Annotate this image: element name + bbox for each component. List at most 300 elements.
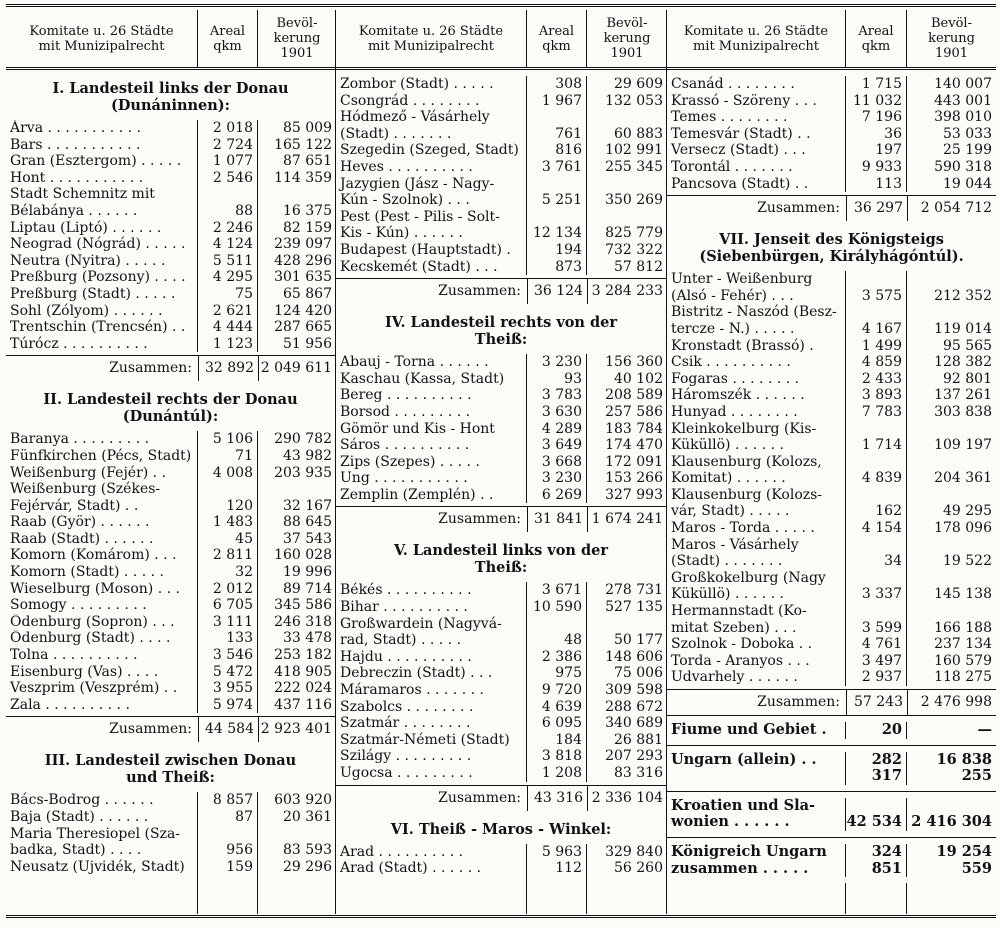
region-name: Stadt Schemnitz mit Bélabánya . . . . . . — [6, 186, 198, 219]
table-row — [667, 142, 996, 159]
region-name: Eisenburg (Vas) . . . . — [6, 664, 198, 681]
area-value: 3 599 — [846, 603, 907, 636]
subtotal-population: 2 476 998 — [907, 690, 996, 715]
table-row — [6, 431, 335, 448]
population-value: 165 122 — [274, 136, 332, 153]
region-name: Wieselburg (Moson) . . . — [6, 581, 198, 598]
population-value: 257 586 — [605, 403, 663, 420]
area-value: 4 167 — [846, 304, 907, 337]
region-name: Csanád . . . . . . . . — [667, 76, 846, 93]
region-name: Kecskemét (Stadt) . . . — [336, 259, 527, 276]
region-name: Zemplin (Zemplén) . . — [336, 487, 527, 504]
region-name: Weißenburg (Fejér) . . — [6, 465, 198, 482]
population-value: 428 296 — [274, 252, 332, 269]
summary-row — [667, 715, 996, 745]
population-value: 145 138 — [934, 586, 992, 603]
area-value: 120 — [198, 481, 258, 514]
table-row — [6, 236, 335, 253]
region-name: Udvarhely . . . . . . — [667, 669, 846, 686]
area-value: 761 — [527, 109, 587, 142]
summary-area: 324 851 — [846, 844, 907, 877]
population-value: 160 579 — [934, 652, 992, 669]
area-value: 7 783 — [846, 404, 907, 421]
area-value: 6 095 — [527, 715, 587, 732]
region-name: Zips (Szepes) . . . . . — [336, 454, 527, 471]
region-name: Abauj - Torna . . . . . . — [336, 354, 527, 371]
subtotal-area: 31 841 — [527, 507, 587, 532]
table-row — [667, 76, 996, 93]
area-value: 162 — [846, 487, 907, 520]
area-value: 6 269 — [527, 487, 587, 504]
area-value: 308 — [527, 76, 587, 93]
summary-population: 2 416 304 — [911, 813, 992, 831]
region-name: Trentschin (Trencsén) . . — [6, 319, 198, 336]
region-name: Maros - Torda . . . . . — [667, 520, 846, 537]
population-value: 160 028 — [274, 547, 332, 564]
area-value: 194 — [527, 242, 587, 259]
subtotal-label: Zusammen: — [438, 283, 521, 300]
region-name: Szabolcs . . . . . . . . — [336, 699, 527, 716]
population-value: 303 838 — [934, 403, 992, 420]
table-row — [6, 531, 335, 548]
population-value: 183 784 — [605, 420, 663, 437]
table-row — [336, 421, 666, 438]
region-name: Liptau (Liptó) . . . . . . — [6, 220, 198, 237]
population-value: 25 199 — [943, 142, 992, 159]
population-value: 128 382 — [934, 354, 992, 371]
population-value: 222 024 — [274, 680, 332, 697]
subtotal-population: 2 923 401 — [258, 717, 336, 742]
region-name: Jazygien (Jász - Nagy- Kún - Szolnok) . . . — [336, 176, 527, 209]
subtotal-row — [336, 506, 666, 532]
population-value: 53 033 — [943, 125, 992, 142]
population-value: 51 956 — [283, 335, 332, 352]
area-value: 2 811 — [198, 547, 258, 564]
population-value: 43 982 — [283, 447, 332, 464]
population-value: 603 920 — [274, 792, 332, 809]
table-row — [336, 387, 666, 404]
population-value: 29 296 — [283, 858, 332, 875]
region-name: Preßburg (Stadt) . . . . . — [6, 286, 198, 303]
region-name: Sohl (Zólyom) . . . . . . — [6, 303, 198, 320]
region-name: Raab (Györ) . . . . . . — [6, 514, 198, 531]
region-name: Unter - Weißenburg (Alsó - Fehér) . . . — [667, 271, 846, 304]
area-value: 4 154 — [846, 520, 907, 537]
population-value: 119 014 — [934, 320, 992, 337]
population-value: 56 260 — [614, 860, 663, 877]
population-value: 208 589 — [605, 387, 663, 404]
region-name: Bihar . . . . . . . . . . — [336, 599, 527, 616]
region-name: Kleinkokelburg (Kis- Küküllö) . . . . . . — [667, 421, 846, 454]
table-column-1 — [6, 10, 336, 914]
population-value: 178 096 — [934, 520, 992, 537]
filler-cell — [527, 877, 587, 914]
table-row — [336, 844, 666, 861]
population-value: 118 275 — [934, 669, 992, 686]
table-row — [336, 599, 666, 616]
table-row — [667, 93, 996, 110]
column-filler — [336, 877, 666, 914]
table-row — [336, 715, 666, 732]
subtotal-area: 57 243 — [846, 690, 907, 715]
region-name: Túrócz . . . . . . . . . . — [6, 336, 198, 353]
summary-label: Kroatien und Sla- wonien . . . . . . — [667, 798, 846, 831]
table-row — [336, 649, 666, 666]
region-name: Weißenburg (Székes- Fejérvár, Stadt) . . — [6, 481, 198, 514]
area-value: 159 — [198, 859, 258, 876]
subtotal-population: 2 049 611 — [258, 356, 336, 381]
area-value: 2 724 — [198, 137, 258, 154]
region-name: Arad (Stadt) . . . . . . — [336, 860, 527, 877]
region-name: Ugocsa . . . . . . . . . — [336, 765, 527, 782]
region-name: Klausenburg (Kolozs- vár, Stadt) . . . . . — [667, 487, 846, 520]
summary-label: Königreich Ungarn zusammen . . . . . — [667, 844, 846, 877]
area-value: 3 111 — [198, 614, 258, 631]
table-row — [336, 209, 666, 242]
column-body — [336, 70, 666, 914]
area-value: 5 974 — [198, 697, 258, 714]
table-row — [6, 564, 335, 581]
population-value: 26 881 — [614, 731, 663, 748]
table-row — [6, 547, 335, 564]
section-heading: I. Landesteil links der Donau (Dunáninnen): — [52, 80, 289, 114]
table-row — [336, 682, 666, 699]
population-value: 345 586 — [274, 597, 332, 614]
subtotal-row — [336, 278, 666, 304]
region-name: Neusatz (Ujvidék, Stadt) — [6, 859, 198, 876]
summary-row — [667, 791, 996, 837]
area-value: 5 251 — [527, 176, 587, 209]
table-row — [667, 421, 996, 454]
area-value: 184 — [527, 732, 587, 749]
table-row — [6, 809, 335, 826]
area-value: 1 208 — [527, 765, 587, 782]
column-filler — [6, 875, 335, 914]
area-value: 4 859 — [846, 354, 907, 371]
table-row — [667, 371, 996, 388]
region-name: Bistritz - Naszód (Besz- tercze - N.) . . . . . — [667, 304, 846, 337]
area-value: 45 — [198, 531, 258, 548]
area-value: 1 715 — [846, 76, 907, 93]
population-value: 309 598 — [605, 682, 663, 699]
column-filler — [667, 883, 996, 914]
area-value: 3 575 — [846, 271, 907, 304]
header-area-cell: Areal qkm — [198, 10, 258, 67]
table-column-3 — [667, 10, 996, 914]
region-name: Ödenburg (Sopron) . . . — [6, 614, 198, 631]
population-value: 92 801 — [943, 370, 992, 387]
population-value: 83 316 — [614, 765, 663, 781]
table-row — [336, 699, 666, 716]
area-value: 4 761 — [846, 636, 907, 653]
table-row — [336, 732, 666, 749]
area-value: 4 639 — [527, 699, 587, 716]
region-name: Borsod . . . . . . . . . — [336, 404, 527, 421]
area-value: 93 — [527, 371, 587, 388]
population-value: 87 651 — [283, 153, 332, 170]
table-row — [336, 93, 666, 110]
table-row — [336, 437, 666, 454]
region-name: Szegedin (Szeged, Stadt) — [336, 142, 527, 159]
bottom-double-rule — [6, 915, 996, 918]
population-value: 301 635 — [274, 269, 332, 286]
table-row — [6, 697, 335, 714]
population-value: 40 102 — [614, 370, 663, 387]
population-value: 418 905 — [274, 663, 332, 680]
region-name: Szolnok - Doboka . . — [667, 636, 846, 653]
area-value: 873 — [527, 259, 587, 276]
population-value: 278 731 — [605, 582, 663, 599]
area-value: 32 — [198, 564, 258, 581]
area-value: 3 649 — [527, 437, 587, 454]
subtotal-row — [6, 355, 335, 381]
region-name: Torda - Aranyos . . . — [667, 653, 846, 670]
subtotal-label: Zusammen: — [438, 511, 521, 528]
table-row — [6, 680, 335, 697]
area-value: 1 714 — [846, 421, 907, 454]
population-value: 29 609 — [614, 76, 663, 92]
area-value: 113 — [846, 176, 907, 193]
region-name: Klausenburg (Kolozs, Komitat) . . . . . . — [667, 454, 846, 487]
table-row — [6, 597, 335, 614]
filler-cell — [907, 883, 996, 914]
region-name: Tolna . . . . . . . . . . — [6, 647, 198, 664]
filler-cell — [336, 877, 527, 914]
header-area-cell: Areal qkm — [846, 10, 907, 67]
region-name: Baja (Stadt) . . . . . . — [6, 809, 198, 826]
area-value: 4 289 — [527, 421, 587, 438]
population-value: 19 996 — [283, 564, 332, 581]
population-value: 443 001 — [934, 92, 992, 109]
region-name: Kaschau (Kassa, Stadt) — [336, 371, 527, 388]
table-row — [336, 159, 666, 176]
region-name: Ung . . . . . . . . . . . — [336, 470, 527, 487]
area-value: 1 483 — [198, 514, 258, 531]
table-row — [667, 176, 996, 193]
area-value: 1 123 — [198, 336, 258, 353]
population-value: 212 352 — [934, 287, 992, 304]
population-value: 137 261 — [934, 387, 992, 404]
area-value: 5 511 — [198, 253, 258, 270]
summary-area: 282 317 — [846, 752, 907, 785]
population-value: 350 269 — [605, 192, 663, 209]
population-value: 85 009 — [283, 120, 332, 136]
section-heading: III. Landesteil zwischen Donau und Theiß: — [44, 752, 297, 787]
table-row — [6, 465, 335, 482]
region-name: Máramaros . . . . . . . — [336, 682, 527, 699]
area-value: 3 671 — [527, 582, 587, 599]
area-value: 3 893 — [846, 387, 907, 404]
population-value: 132 053 — [605, 92, 663, 109]
population-value: 329 840 — [605, 843, 663, 860]
table-column-2 — [336, 10, 667, 914]
region-name: Háromszék . . . . . . — [667, 387, 846, 404]
region-name: Raab (Stadt) . . . . . . — [6, 531, 198, 548]
area-value: 8 857 — [198, 792, 258, 809]
area-value: 2 012 — [198, 581, 258, 598]
region-name: Debreczin (Stadt) . . . — [336, 665, 527, 682]
population-value: 287 665 — [274, 319, 332, 336]
subtotal-label: Zusammen: — [757, 200, 840, 217]
filler-cell — [846, 883, 907, 914]
table-row — [6, 303, 335, 320]
region-name: Torontál . . . . . . . — [667, 159, 846, 176]
subtotal-area: 43 316 — [527, 786, 587, 811]
area-value: 2 546 — [198, 170, 258, 187]
table-row — [336, 748, 666, 765]
population-value: 19 044 — [943, 175, 992, 192]
population-value: 590 318 — [934, 158, 992, 175]
summary-population: — — [977, 721, 992, 738]
table-row — [336, 582, 666, 599]
table-row — [6, 647, 335, 664]
area-value: 4 295 — [198, 269, 258, 286]
population-value: 88 645 — [283, 514, 332, 531]
subtotal-area: 44 584 — [198, 717, 258, 742]
region-name: Szilágy . . . . . . . . . — [336, 748, 527, 765]
section-heading: II. Landesteil rechts der Donau (Dunántúl): — [43, 391, 298, 426]
region-name: Zala . . . . . . . . . . — [6, 697, 198, 714]
table-row — [667, 570, 996, 603]
region-name: Preßburg (Pozsony) . . . . — [6, 269, 198, 286]
population-value: 95 565 — [943, 337, 992, 354]
region-name: Hajdu . . . . . . . . . . — [336, 649, 527, 666]
area-value: 4 444 — [198, 319, 258, 336]
population-value: 16 375 — [283, 202, 332, 219]
population-value: 32 167 — [283, 497, 332, 514]
table-row — [336, 109, 666, 142]
region-name: Gran (Esztergom) . . . . . — [6, 153, 198, 170]
table-row — [667, 537, 996, 570]
area-value: 197 — [846, 142, 907, 159]
table-row — [667, 404, 996, 421]
table-row — [336, 371, 666, 388]
section-heading: VII. Jenseit des Königsteigs (Siebenbürgen, Királyhágóntúl). — [699, 231, 964, 266]
area-value: 4 839 — [846, 454, 907, 487]
region-name: Temesvár (Stadt) . . — [667, 126, 846, 143]
region-name: Fünfkirchen (Pécs, Stadt) — [6, 448, 198, 465]
region-name: Szatmár . . . . . . . . — [336, 715, 527, 732]
table-row — [6, 826, 335, 859]
area-value: 2 621 — [198, 303, 258, 320]
region-name: Neutra (Nyitra) . . . . . — [6, 253, 198, 270]
summary-label: Fiume und Gebiet . — [667, 722, 846, 739]
area-value: 2 018 — [198, 120, 258, 137]
subtotal-population: 2 336 104 — [587, 786, 667, 811]
table-row — [667, 487, 996, 520]
table-row — [667, 669, 996, 686]
population-value: 340 689 — [605, 715, 663, 732]
area-value: 87 — [198, 809, 258, 826]
summary-row — [667, 745, 996, 791]
area-value: 975 — [527, 665, 587, 682]
area-value: 2 386 — [527, 649, 587, 666]
table-row — [667, 159, 996, 176]
population-value: 166 188 — [934, 619, 992, 636]
region-name: Bereg . . . . . . . . . . — [336, 387, 527, 404]
summary-row — [667, 837, 996, 883]
region-name: Versecz (Stadt) . . . — [667, 142, 846, 159]
table-row — [6, 664, 335, 681]
table-row — [336, 76, 666, 93]
population-value: 60 883 — [614, 125, 663, 142]
area-value: 12 134 — [527, 209, 587, 242]
column-header — [667, 10, 996, 70]
table-row — [6, 630, 335, 647]
table-row — [6, 336, 335, 353]
header-population-cell: Bevöl- kerung 1901 — [603, 16, 651, 61]
header-population-cell: Bevöl- kerung 1901 — [928, 16, 975, 61]
filler-cell — [6, 875, 198, 914]
region-name: Budapest (Hauptstadt) . — [336, 242, 527, 259]
region-name: Neograd (Nógrád) . . . . . — [6, 236, 198, 253]
column-body — [667, 70, 996, 914]
table-row — [667, 520, 996, 537]
subtotal-label: Zusammen: — [757, 694, 840, 710]
region-name: Heves . . . . . . . . . . — [336, 159, 527, 176]
region-name: Hunyad . . . . . . . . — [667, 404, 846, 421]
filler-cell — [198, 875, 258, 914]
subtotal-population: 1 674 241 — [587, 507, 667, 532]
population-value: 102 991 — [605, 142, 663, 159]
area-value: 3 668 — [527, 454, 587, 471]
table-row — [667, 603, 996, 636]
region-name: Szatmár-Németi (Stadt) — [336, 732, 527, 749]
region-name: Großwardein (Nagyvá- rad, Stadt) . . . . . — [336, 616, 527, 649]
region-name: Pancsova (Stadt) . . — [667, 176, 846, 193]
table-row — [6, 481, 335, 514]
table-row — [336, 616, 666, 649]
region-name: Csik . . . . . . . . . . — [667, 354, 846, 371]
table-row — [6, 286, 335, 303]
subtotal-row — [667, 195, 996, 221]
area-value: 5 963 — [527, 844, 587, 861]
area-value: 3 497 — [846, 653, 907, 670]
region-name: Arad . . . . . . . . . . — [336, 844, 527, 861]
population-value: 732 322 — [605, 241, 663, 258]
table-row — [336, 142, 666, 159]
table-row — [336, 665, 666, 682]
area-value: 1 077 — [198, 153, 258, 170]
region-name: Maria Theresiopel (Sza- badka, Stadt) . . . . — [6, 826, 198, 859]
area-value: 4 008 — [198, 465, 258, 482]
filler-cell — [667, 883, 846, 914]
table-row — [336, 242, 666, 259]
subtotal-area: 36 297 — [846, 196, 907, 221]
population-value: 246 318 — [274, 613, 332, 630]
area-value: 34 — [846, 537, 907, 570]
header-name-cell: Komitate u. 26 Städte mit Munizipalrecht — [667, 10, 846, 67]
table-row — [336, 404, 666, 421]
table-row — [6, 581, 335, 598]
subtotal-population: 3 284 233 — [587, 279, 667, 304]
region-name: Gömör und Kis - Hont — [336, 421, 527, 438]
area-value: 7 196 — [846, 109, 907, 126]
area-value: 956 — [198, 826, 258, 859]
population-value: 174 470 — [605, 437, 663, 454]
summary-area: 20 — [846, 722, 907, 739]
table-row — [6, 514, 335, 531]
area-value: 4 124 — [198, 236, 258, 253]
table-row — [667, 636, 996, 653]
subtotal-row — [336, 785, 666, 811]
population-value: 327 993 — [605, 486, 663, 503]
region-name: Temes . . . . . . . . — [667, 109, 846, 126]
table-row — [6, 269, 335, 286]
table-row — [6, 448, 335, 465]
table-row — [667, 126, 996, 143]
subtotal-row — [667, 689, 996, 715]
